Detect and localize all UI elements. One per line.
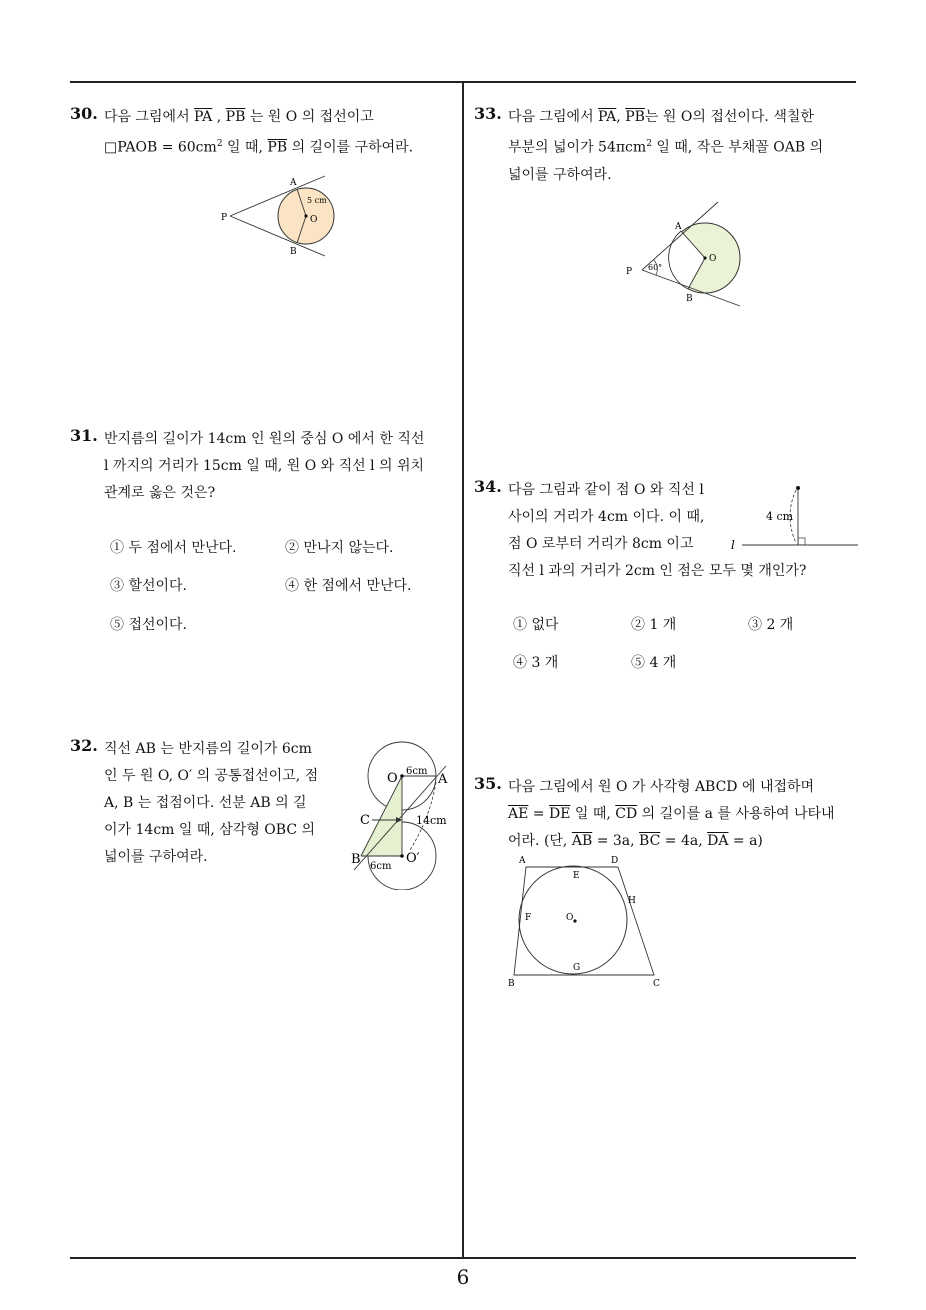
q30-number: 30. <box>70 104 98 123</box>
q34-point-o <box>796 486 800 490</box>
q34-line-3: 점 O 로부터 거리가 8cm 이고 <box>508 536 694 552</box>
q32-dot-o <box>400 774 404 778</box>
q34-line-4: 직선 l 과의 거리가 2cm 인 점은 모두 몇 개인가? <box>508 563 807 579</box>
q31-text <box>104 426 456 507</box>
q35-label-d: D <box>611 856 619 866</box>
q32-line-3: A, B 는 접점이다. 선분 AB 의 길 <box>104 795 307 811</box>
q30-label-radius: 5 cm <box>307 196 327 205</box>
q33-label-b: B <box>686 294 693 304</box>
q35-label-c: C <box>653 979 660 989</box>
q32-label-b: B <box>351 852 361 867</box>
q33-text-seg: 는 원 O의 접선이다. 색칠한 <box>644 109 814 125</box>
q35-label-o: O <box>566 913 574 923</box>
q33-text-seg: 부분의 넓이가 54πcm <box>508 139 647 156</box>
q33-label-o: O <box>709 254 717 264</box>
q35-label-e: E <box>573 871 580 881</box>
q32-line-1: 직선 AB 는 반지름의 길이가 6cm <box>104 741 312 757</box>
q33-exponent: 2 <box>646 139 652 149</box>
q33-label-p: P <box>626 267 633 277</box>
q33-vector-pb: $\overline{PB}$ <box>625 109 645 125</box>
q32-label-6cm-bottom: 6cm <box>370 861 392 872</box>
q30-text <box>104 104 456 162</box>
q35-text-seg: 일 때, <box>570 806 616 822</box>
q34-choice-2[interactable]: ② 1 개 <box>631 617 677 633</box>
q35-segment-de: $\overline{DE}$ <box>548 806 571 822</box>
q30-text-seg: , <box>212 109 226 125</box>
q35-text <box>508 774 858 855</box>
q33-line-2 <box>508 131 858 162</box>
q31-line-1: 반지름의 길이가 14cm 인 원의 중심 O 에서 한 직선 <box>104 431 425 447</box>
q35-segment-cd: $\overline{CD}$ <box>615 806 638 822</box>
q35-line-2 <box>508 801 858 828</box>
q30-text-seg: □PAOB = 60cm <box>104 139 217 156</box>
q32-label-14cm: 14cm <box>416 814 447 827</box>
q31-choice-1[interactable]: ① 두 점에서 만난다. <box>110 540 237 556</box>
q30-line-1 <box>104 104 456 131</box>
q33-vector-pa: $\overline{PA}$ <box>598 109 617 125</box>
q32-figure <box>346 738 458 890</box>
q34-label-dist: 4 cm <box>766 510 794 523</box>
q35-segment-ae: $\overline{AE}$ <box>508 806 529 822</box>
q32-dot-o2 <box>400 854 404 858</box>
q32-line-5: 넓이를 구하여라. <box>104 849 208 865</box>
q35-segment-bc: $\overline{BC}$ <box>639 833 661 849</box>
q34-choice-5[interactable]: ⑤ 4 개 <box>631 655 677 671</box>
q31-number: 31. <box>70 426 98 445</box>
q33-label-a: A <box>675 222 682 232</box>
q30-text-seg: 는 원 O 의 접선이고 <box>245 109 374 125</box>
q35-label-b: B <box>508 979 515 989</box>
q30-segment-pb: $\overline{PB}$ <box>267 139 288 156</box>
q32-label-o: O <box>387 771 398 786</box>
q35-text-seg: 어라. (단, <box>508 833 572 849</box>
q35-label-g: G <box>573 963 581 973</box>
q31-line-3: 관계로 옳은 것은? <box>104 485 216 501</box>
q30-label-p: P <box>221 213 228 223</box>
q34-choice-3[interactable]: ③ 2 개 <box>748 617 794 633</box>
q31-line-2: l 까지의 거리가 15cm 일 때, 원 O 와 직선 l 의 위치 <box>104 458 425 474</box>
q33-text <box>508 104 858 189</box>
q31-choice-5[interactable]: ⑤ 접선이다. <box>110 617 187 633</box>
q31-choice-3[interactable]: ③ 할선이다. <box>110 578 187 594</box>
q35-center-dot <box>573 919 576 922</box>
q30-text-seg: 의 길이를 구하여라. <box>287 139 414 156</box>
q35-label-h: H <box>628 896 636 906</box>
q34-choice-1[interactable]: ① 없다 <box>513 617 559 633</box>
q33-number: 33. <box>474 104 502 123</box>
q35-figure <box>502 852 672 994</box>
q35-segment-ab: $\overline{AB}$ <box>571 833 593 849</box>
q30-label-o: O <box>310 215 318 225</box>
q30-label-a: A <box>290 178 297 188</box>
q30-vector-pa: $\overline{PA}$ <box>194 109 213 125</box>
q34-number: 34. <box>474 477 502 496</box>
q35-line-1: 다음 그림에서 원 O 가 사각형 ABCD 에 내접하며 <box>508 779 815 795</box>
q32-number: 32. <box>70 736 98 755</box>
q33-text-seg: 다음 그림에서 <box>508 109 599 125</box>
q35-line-3 <box>508 828 858 855</box>
q30-label-b: B <box>290 247 297 257</box>
q30-line-2 <box>104 131 456 162</box>
q30-text-seg: 다음 그림에서 <box>104 109 195 125</box>
q35-label-a: A <box>519 856 526 866</box>
q35-text-seg: = <box>528 806 549 822</box>
q34-line-2: 사이의 거리가 4cm 이다. 이 때, <box>508 509 705 525</box>
q35-text-seg: = a) <box>728 833 763 849</box>
q32-label-6cm-top: 6cm <box>406 766 428 777</box>
q35-text-seg: 의 길이를 a 를 사용하여 나타내 <box>637 806 835 822</box>
q32-line-4: 이가 14cm 일 때, 삼각형 OBC 의 <box>104 822 316 838</box>
q33-text-seg: , <box>616 109 626 125</box>
q33-text-seg: 일 때, 작은 부채꼴 OAB 의 <box>651 139 824 156</box>
q31-choice-2[interactable]: ② 만나지 않는다. <box>285 540 394 556</box>
q35-text-seg: = 3a, <box>592 833 640 849</box>
q33-center-dot <box>703 256 706 259</box>
q33-line-3: 넓이를 구하여라. <box>508 166 612 183</box>
q34-label-l: l <box>731 538 735 552</box>
column-divider <box>462 82 464 1258</box>
page-number: 6 <box>456 1265 470 1289</box>
q34-line-1: 다음 그림과 같이 점 O 와 직선 l <box>508 482 704 498</box>
q32-line-2: 인 두 원 O, O′ 의 공통접선이고, 점 <box>104 768 319 784</box>
q30-exponent: 2 <box>216 139 223 149</box>
q32-label-o2: O′ <box>406 851 420 866</box>
q35-number: 35. <box>474 774 502 793</box>
q32-label-c: C <box>360 813 370 828</box>
q34-choice-4[interactable]: ④ 3 개 <box>513 655 559 671</box>
q30-figure <box>215 172 365 262</box>
q35-text-seg: = 4a, <box>660 833 708 849</box>
q33-label-angle: 60° <box>648 263 663 272</box>
q30-text-seg: 일 때, <box>222 139 268 156</box>
q30-center-dot <box>304 214 307 217</box>
q34-figure <box>728 480 860 554</box>
q31-choice-4[interactable]: ④ 한 점에서 만난다. <box>285 578 412 594</box>
q35-label-f: F <box>525 913 532 923</box>
q35-segment-da: $\overline{DA}$ <box>707 833 729 849</box>
q33-figure <box>620 198 750 310</box>
q32-text <box>104 736 344 871</box>
q33-line-1 <box>508 104 858 131</box>
q30-vector-pb: $\overline{PB}$ <box>225 109 246 125</box>
q34-right-angle-mark <box>798 538 805 545</box>
q32-label-a: A <box>438 772 448 787</box>
